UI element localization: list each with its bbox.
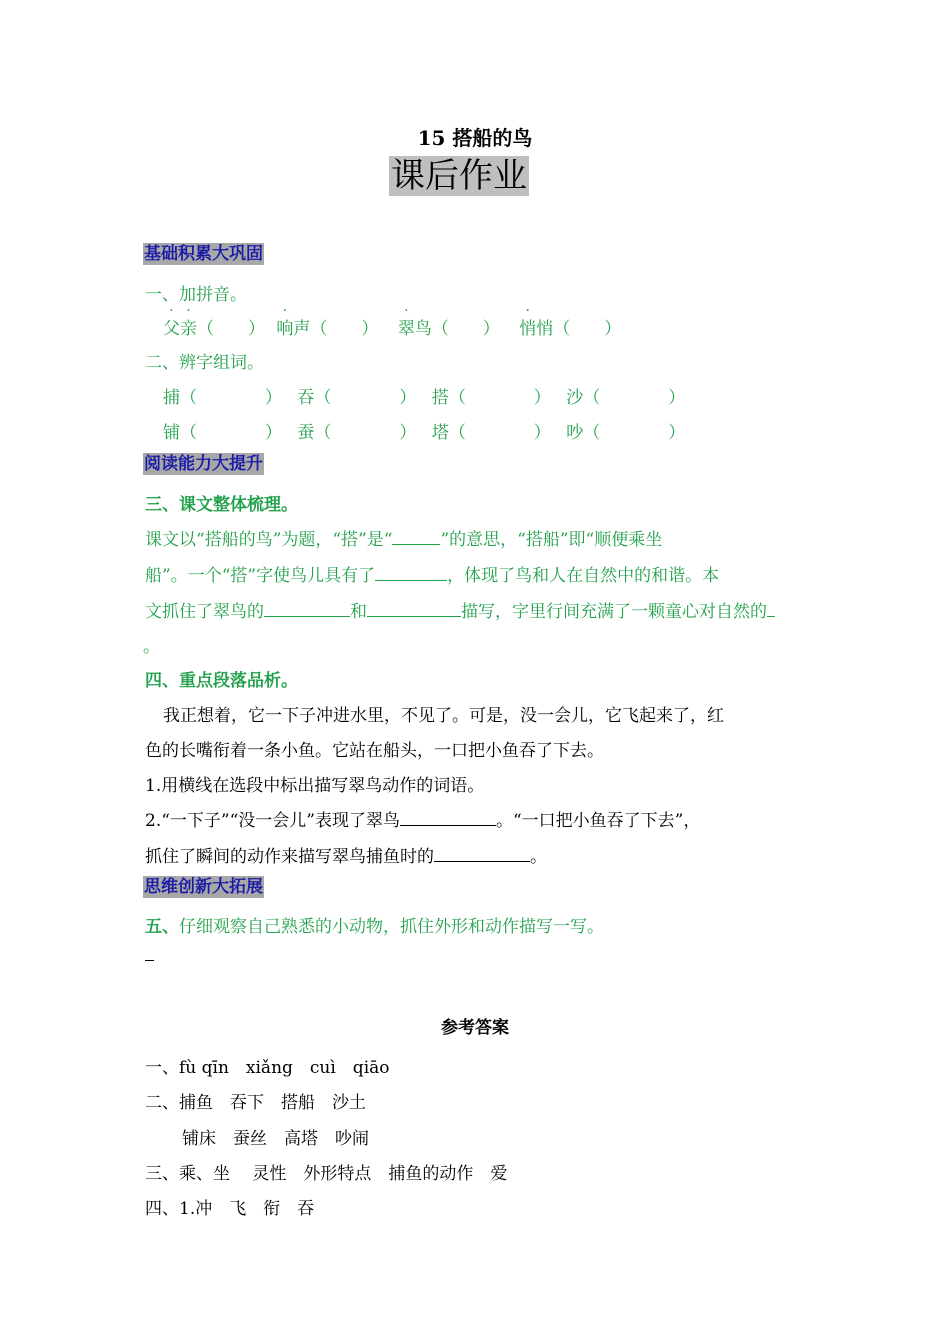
q3-text: 课文以“搭船的鸟”为题，“搭”是“	[145, 530, 393, 550]
q3-text: 描写，字里行间充满了一颗童心对自然的	[461, 602, 767, 622]
q3-line-4: 。	[143, 637, 160, 657]
answer-2: 二、捕鱼 吞下 搭船 沙土	[145, 1093, 366, 1113]
q1-w2-char1: 响	[276, 319, 294, 339]
page-title: 15 搭船的鸟	[417, 126, 533, 150]
q1-label: 一、加拼音。	[145, 285, 247, 305]
q2-char: 沙	[566, 388, 584, 408]
page-subtitle: 课后作业	[391, 156, 527, 196]
section-thinking: 思维创新大拓展	[144, 877, 263, 897]
q2-char: 捕	[163, 388, 180, 408]
q4-text: 。	[530, 847, 547, 867]
q4-sub-2	[145, 806, 700, 831]
q2-paren: （ ）	[314, 388, 417, 408]
q3-text: 和	[350, 602, 367, 622]
q2-paren: （ ）	[448, 423, 551, 443]
answer-1: 一、fù qīn xiǎng cuì qiāo	[145, 1058, 390, 1078]
q4-passage-1: 我正想着，它一下子冲进水里，不见了。可是，没一会儿，它飞起来了，红	[163, 706, 724, 726]
q1-paren-1: （ ）	[197, 319, 265, 339]
q4-text: 2.“一下子”“没一会儿”表现了翠鸟	[145, 811, 400, 831]
q4-blank-2	[434, 845, 530, 862]
q3-label: 三、课文整体梳理。	[145, 495, 298, 515]
q2-row-1	[163, 383, 685, 408]
q5-text: 仔细观察自己熟悉的小动物，抓住外形和动作描写一写。	[179, 917, 604, 937]
q3-blank-4	[367, 600, 461, 617]
q4-sub-1: 1.用横线在选段中标出描写翠鸟动作的词语。	[145, 776, 485, 796]
q4-text: 。“一口把小鱼吞了下去”，	[495, 811, 701, 831]
q2-char: 吞	[297, 388, 315, 408]
q2-paren: （ ）	[583, 423, 686, 443]
answer-3: 三、乘、坐 灵性 外形特点 捕鱼的动作 爱	[145, 1164, 508, 1184]
q5-answer-line	[145, 960, 154, 961]
q4-text: 抓住了瞬间的动作来描写翠鸟捕鱼时的	[145, 847, 434, 867]
answer-2b: 铺床 蚕丝 高塔 吵闹	[182, 1129, 369, 1149]
q1-w2-char2: 声	[293, 319, 311, 339]
q3-blank-3	[264, 600, 350, 617]
q3-text: ”的意思，“搭船”即“顺便乘坐	[440, 530, 663, 550]
q2-char: 搭	[431, 388, 449, 408]
q2-char: 铺	[163, 423, 180, 443]
q3-text: 船”。一个“搭”字使鸟儿具有了	[145, 566, 376, 586]
q1-w4-char2: 悄	[536, 319, 554, 339]
q1-paren-3: （ ）	[431, 319, 500, 339]
q2-paren: （ ）	[448, 388, 551, 408]
q1-w1-char2: 亲	[180, 319, 197, 339]
q3-text: 文抓住了翠鸟的	[145, 602, 264, 622]
q3-line-3	[145, 597, 775, 622]
section-basic: 基础积累大巩固	[144, 244, 263, 264]
q2-paren: （ ）	[180, 388, 282, 408]
q2-paren: （ ）	[583, 388, 686, 408]
q1-w4-char1: 悄	[519, 319, 537, 339]
q3-line-1	[145, 525, 662, 550]
q2-label: 二、辨字组词。	[145, 353, 264, 373]
q5	[145, 912, 604, 937]
q4-label: 四、重点段落品析。	[145, 671, 298, 691]
q1-w3-char1: 翠	[397, 319, 415, 339]
q1-items	[163, 314, 621, 339]
q4-passage-2: 色的长嘴衔着一条小鱼。它站在船头，一口把小鱼吞了下去。	[145, 741, 604, 761]
q3-blank-2	[375, 564, 447, 581]
q2-paren: （ ）	[180, 423, 282, 443]
q4-blank-1	[400, 809, 496, 826]
q1-w1-char1: 父	[163, 319, 180, 339]
q1-paren-2: （ ）	[310, 319, 379, 339]
q1-paren-4: （ ）	[553, 319, 622, 339]
q2-char: 蚕	[297, 423, 315, 443]
section-reading: 阅读能力大提升	[144, 454, 263, 474]
q5-label: 五、	[145, 917, 179, 937]
q3-blank-1	[392, 528, 440, 545]
q2-paren: （ ）	[314, 423, 417, 443]
q3-text: ，体现了鸟和人在自然中的和谐。本	[447, 566, 720, 586]
q2-char: 塔	[431, 423, 449, 443]
q1-w3-char2: 鸟	[414, 319, 432, 339]
answer-4: 四、1.冲 飞 衔 吞	[145, 1199, 315, 1219]
q3-line-2	[145, 561, 719, 586]
q2-char: 吵	[566, 423, 584, 443]
q4-sub-3	[145, 842, 547, 867]
answers-heading: 参考答案	[441, 1018, 509, 1038]
q2-row-2	[163, 418, 685, 443]
q3-blank-5	[767, 600, 775, 617]
